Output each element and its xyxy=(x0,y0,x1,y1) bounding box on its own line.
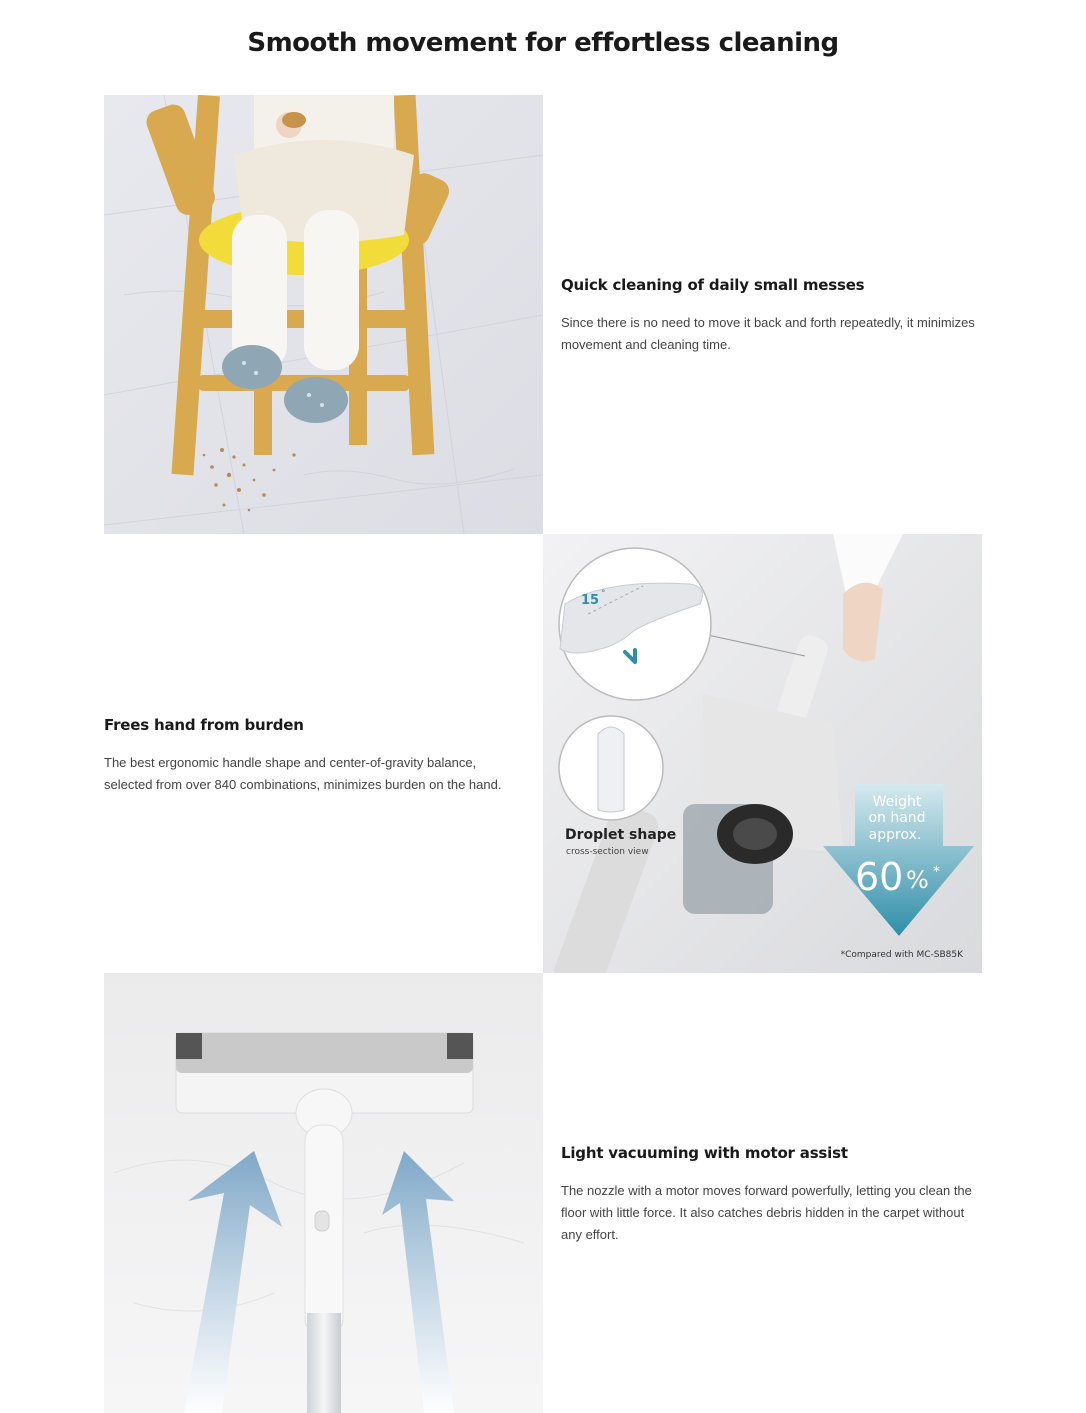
section-quick-cleaning xyxy=(561,276,981,356)
section-frees-hand xyxy=(104,716,524,796)
weight-line1: Weight xyxy=(872,794,922,810)
weight-value: 60 xyxy=(855,855,904,899)
child-chair-photo xyxy=(104,95,543,534)
motor-assist-nozzle-graphic xyxy=(104,973,543,1413)
weight-line2: on hand xyxy=(868,810,926,826)
angle-label: 15 xyxy=(581,593,600,608)
svg-text:°: ° xyxy=(601,589,606,599)
weight-unit: % xyxy=(906,866,929,894)
weight-mark: * xyxy=(933,864,940,880)
section-body: The best ergonomic handle shape and center-of-gravity balance, selected from over 840 combinations, minimizes burden on the hand. xyxy=(104,755,502,792)
droplet-title: Droplet shape xyxy=(565,827,677,843)
footnote: *Compared with MC-SB85K xyxy=(840,950,963,960)
section-heading: Light vacuuming with motor assist xyxy=(561,1144,848,1162)
section-motor-assist xyxy=(561,1144,981,1246)
section-body: The nozzle with a motor moves forward powerfully, letting you clean the floor with little force. It also catches debris hidden in the carpet without any effort. xyxy=(561,1183,972,1242)
release-button-icon xyxy=(315,1211,329,1231)
weight-line3: approx. xyxy=(868,827,922,843)
section-heading: Frees hand from burden xyxy=(104,716,304,734)
droplet-subtitle: cross-section view xyxy=(566,847,649,857)
section-body: Since there is no need to move it back and forth repeatedly, it minimizes movement and cleaning time. xyxy=(561,315,975,352)
handle-ergonomics-graphic xyxy=(543,534,982,973)
page-title: Smooth movement for effortless cleaning xyxy=(247,28,839,58)
section-heading: Quick cleaning of daily small messes xyxy=(561,276,865,294)
